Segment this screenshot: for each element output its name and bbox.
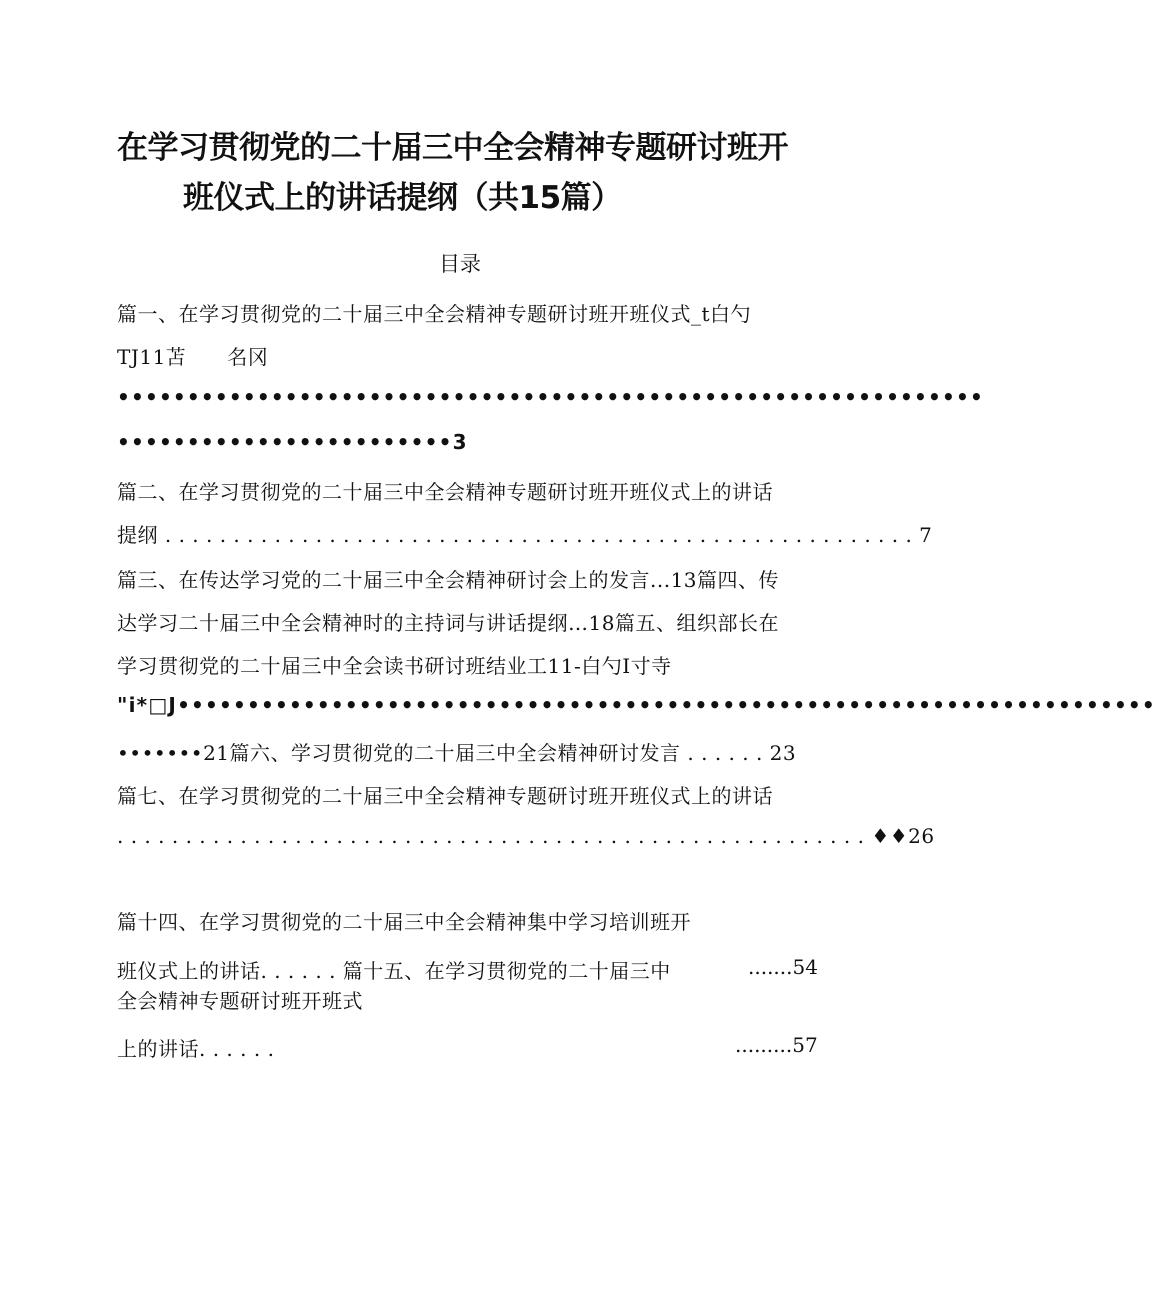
document-title-line-1: 在学习贯彻党的二十届三中全会精神专题研讨班开 [117, 130, 788, 166]
toc-entry-2-cont: 提纲 . . . . . . . . . . . . . . . . . . . . . . . . . . . . . . . . . . . . . . . . . . . . . . . . . . . . . . . 7 [117, 523, 933, 547]
toc-entry-15-end: 上的讲话. . . . . . [117, 1037, 275, 1061]
toc-entry-3: 篇三、在传达学习党的二十届三中全会精神研讨会上的发言...13篇四、传 [117, 568, 780, 592]
toc-entry-15-cont: 全会精神专题研讨班开班式 [117, 989, 363, 1013]
toc-heading: 目录 [439, 252, 481, 276]
toc-entry-5-leader: "i*□J•••••••••••••••••••••••••••••••••••••••••••••••••••••••••••••••••••••• [117, 693, 1156, 717]
toc-entry-5: 学习贯彻党的二十届三中全会读书研讨班结业工11-白勺I寸寺 [117, 654, 672, 678]
toc-entry-7-cont: . . . . . . . . . . . . . . . . . . . . . . . . . . . . . . . . . . . . . . . . . . . . . . . . . . . . . . . ♦♦26 [117, 824, 935, 848]
toc-entry-14-page: .......54 [748, 955, 818, 979]
toc-entry-6: •••••••21篇六、学习贯彻党的二十届三中全会精神研讨发言 . . . . . . 23 [117, 741, 797, 765]
toc-entry-15-page: .........57 [735, 1033, 818, 1057]
document-title-line-2: 班仪式上的讲话提纲（共15篇） [183, 180, 622, 216]
toc-entry-7: 篇七、在学习贯彻党的二十届三中全会精神专题研讨班开班仪式上的讲话 [117, 784, 773, 808]
toc-entry-14: 篇十四、在学习贯彻党的二十届三中全会精神集中学习培训班开 [117, 910, 691, 934]
toc-entry-4: 达学习二十届三中全会精神时的主持词与讲话提纲…18篇五、组织部长在 [117, 611, 779, 635]
toc-entry-1-page: ••••••••••••••••••••••••3 [117, 430, 468, 454]
toc-entry-2: 篇二、在学习贯彻党的二十届三中全会精神专题研讨班开班仪式上的讲话 [117, 480, 773, 504]
toc-entry-15: 班仪式上的讲话. . . . . . 篇十五、在学习贯彻党的二十届三中 [117, 959, 671, 983]
toc-leader-dots: •••••••••••••••••••••••••••••••••••••••••••••••••••••••••••••• [117, 385, 984, 409]
toc-entry-1: 篇一、在学习贯彻党的二十届三中全会精神专题研讨班开班仪式_t白勺 [117, 302, 752, 326]
toc-entry-1-cont: TJ11苫 名冈 [117, 345, 269, 369]
